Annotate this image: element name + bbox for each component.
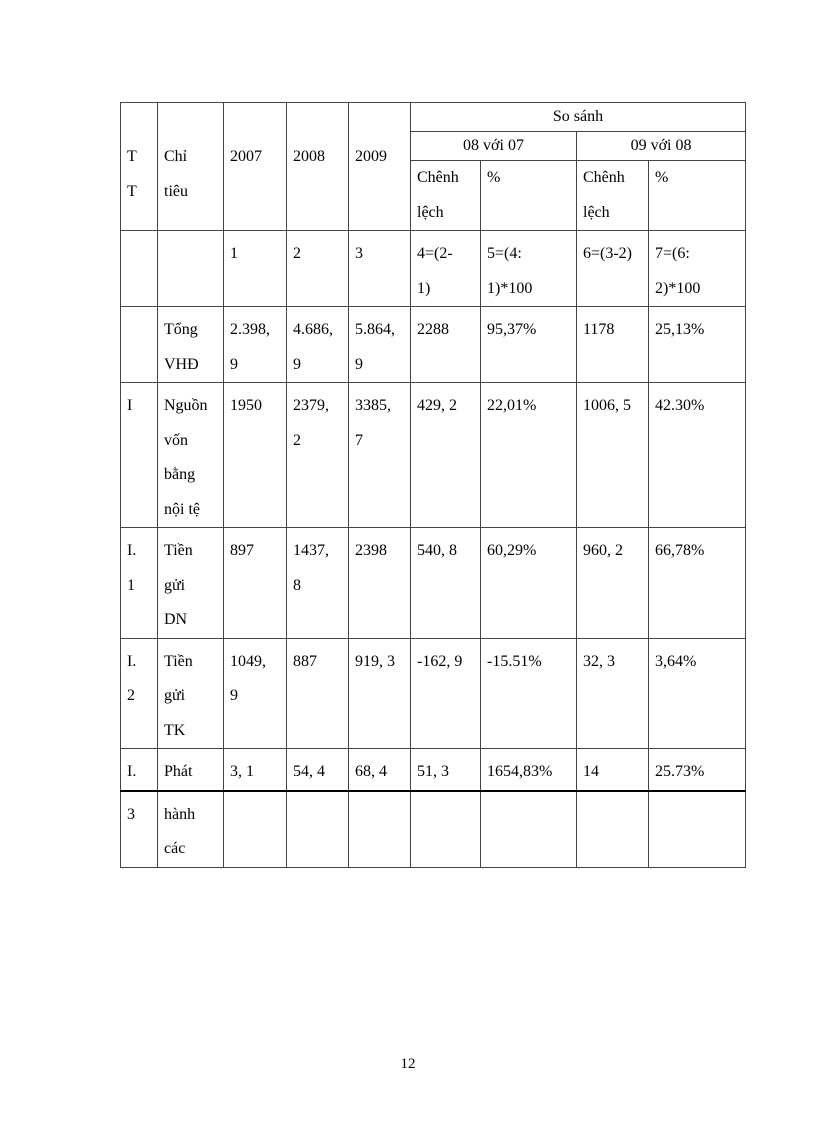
header-sub-percent-2: %: [649, 161, 746, 231]
row-cell: 960, 2: [577, 528, 649, 639]
page-number: 12: [400, 1056, 416, 1072]
row-cell: 54, 4: [287, 749, 349, 791]
header-sub-chenh-lech-2: Chênh lệch: [577, 161, 649, 231]
row-cell: 5=(4: 1)*100: [481, 231, 577, 307]
row-cell: [287, 791, 349, 868]
row-cell: 2379, 2: [287, 383, 349, 528]
header-row-1: [121, 103, 746, 132]
row-cell: 25.73%: [649, 749, 746, 791]
header-year-2008: 2008: [287, 103, 349, 231]
row-cell: 14: [577, 749, 649, 791]
header-tt: T T: [121, 103, 158, 231]
row-cell: 66,78%: [649, 528, 746, 639]
row-cell: 1654,83%: [481, 749, 577, 791]
header-group-08-07: 08 với 07: [411, 132, 577, 161]
row-cell: 919, 3: [349, 638, 411, 749]
row-cell: 25,13%: [649, 307, 746, 383]
row-cell: [411, 791, 481, 868]
row-cell: 3,64%: [649, 638, 746, 749]
row-cell: 7=(6: 2)*100: [649, 231, 746, 307]
header-group-09-08: 09 với 08: [577, 132, 746, 161]
row-name: hành các: [158, 791, 224, 868]
row-cell: 4=(2- 1): [411, 231, 481, 307]
header-sub-percent-1: %: [481, 161, 577, 231]
table-row: [121, 528, 746, 639]
row-cell: [349, 791, 411, 868]
row-name: [158, 231, 224, 307]
row-cell: 2.398, 9: [224, 307, 287, 383]
table-row: [121, 307, 746, 383]
row-tt: I. 1: [121, 528, 158, 639]
row-cell: 68, 4: [349, 749, 411, 791]
row-cell: 1: [224, 231, 287, 307]
row-cell: 5.864, 9: [349, 307, 411, 383]
table-row: [121, 231, 746, 307]
row-tt: I. 2: [121, 638, 158, 749]
row-cell: 6=(3-2): [577, 231, 649, 307]
table-row: [121, 791, 746, 868]
table-row: [121, 749, 746, 791]
row-cell: 95,37%: [481, 307, 577, 383]
row-cell: 1437, 8: [287, 528, 349, 639]
header-sub-chenh-lech-1: Chênh lệch: [411, 161, 481, 231]
row-cell: 897: [224, 528, 287, 639]
row-cell: 887: [287, 638, 349, 749]
row-cell: [481, 791, 577, 868]
comparison-table: [120, 102, 746, 868]
row-name: Tổng VHĐ: [158, 307, 224, 383]
row-cell: 3385, 7: [349, 383, 411, 528]
header-chi-tieu: Chỉ tiêu: [158, 103, 224, 231]
row-tt: [121, 307, 158, 383]
row-cell: -162, 9: [411, 638, 481, 749]
row-cell: 4.686, 9: [287, 307, 349, 383]
table-row: [121, 383, 746, 528]
row-cell: 540, 8: [411, 528, 481, 639]
row-cell: -15.51%: [481, 638, 577, 749]
row-cell: 2: [287, 231, 349, 307]
table-row: [121, 638, 746, 749]
row-cell: 60,29%: [481, 528, 577, 639]
row-cell: 2288: [411, 307, 481, 383]
header-year-2007: 2007: [224, 103, 287, 231]
row-cell: [649, 791, 746, 868]
header-so-sanh: So sánh: [411, 103, 746, 132]
row-cell: [577, 791, 649, 868]
row-name: Tiền gửi DN: [158, 528, 224, 639]
row-name: Nguồn vốn bằng nội tệ: [158, 383, 224, 528]
row-cell: 429, 2: [411, 383, 481, 528]
row-cell: 1049, 9: [224, 638, 287, 749]
row-cell: 3: [349, 231, 411, 307]
row-cell: 3, 1: [224, 749, 287, 791]
row-name: Phát: [158, 749, 224, 791]
row-cell: 32, 3: [577, 638, 649, 749]
row-cell: 42.30%: [649, 383, 746, 528]
row-cell: 22,01%: [481, 383, 577, 528]
row-cell: 51, 3: [411, 749, 481, 791]
row-cell: [224, 791, 287, 868]
row-cell: 2398: [349, 528, 411, 639]
row-tt: I.: [121, 749, 158, 791]
row-tt: I: [121, 383, 158, 528]
row-name: Tiền gửi TK: [158, 638, 224, 749]
row-tt: 3: [121, 791, 158, 868]
row-tt: [121, 231, 158, 307]
header-year-2009: 2009: [349, 103, 411, 231]
row-cell: 1006, 5: [577, 383, 649, 528]
row-cell: 1178: [577, 307, 649, 383]
row-cell: 1950: [224, 383, 287, 528]
